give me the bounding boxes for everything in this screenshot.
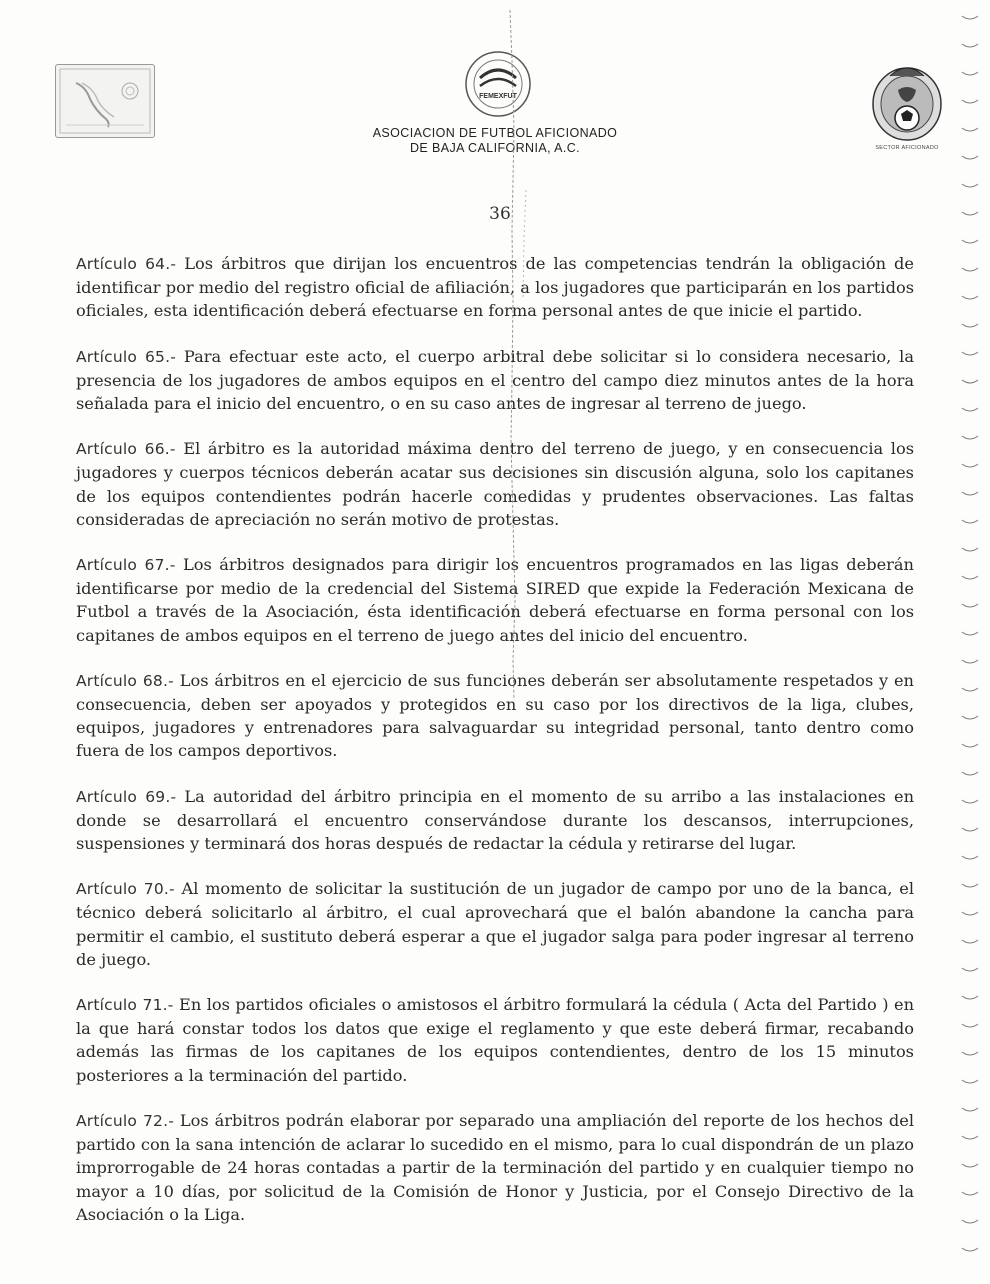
article-64 <box>76 252 914 323</box>
article-label: Artículo 64.- <box>76 255 177 273</box>
article-text: Al momento de solicitar la sustitución de un jugador de campo por uno de la banca, el técnico deberá solicitarlo al árbitro, el cual aprovechará que el balón abandone la cancha para permitir el cambio, el sustituto deberá esperar a que el jugador salga para poder ingresar al terreno de juego. <box>76 879 914 969</box>
article-label: Artículo 65.- <box>76 347 177 366</box>
fmf-logo <box>462 48 534 120</box>
article-69 <box>76 785 914 856</box>
article-67 <box>76 553 914 647</box>
crest-icon <box>868 56 946 144</box>
article-label: Artículo 67.- <box>76 556 176 575</box>
article-text: Los árbitros que dirijan los encuentros de las competencias tendrán la obligación de identificar por medio del registro oficial de afiliación, a los jugadores que participarán en los partidos oficiales, esta identificación deberá efectuarse en forma personal antes de que inicie el partido. <box>76 254 914 321</box>
article-label: Artículo 68.- <box>76 671 174 690</box>
article-65 <box>76 345 914 416</box>
article-text: Para efectuar este acto, el cuerpo arbitral debe solicitar si lo considera necesario, la presencia de los jugadores de ambos equipos en el centro del campo diez minutos antes de la hora señalada para el inicio del encuentro, o en su caso antes de ingresar al terreno de juego. <box>76 346 915 414</box>
article-text: Los árbitros designados para dirigir los encuentros programados en las ligas deberán identificarse por medio de la credencial del Sistema SIRED que expide la Federación Mexicana de Futbol a través de la Asociación, ésta identificación deberá efectuarse en forma personal con los capitanes de ambos equipos en el terreno de juego antes del inicio del encuentro. <box>76 555 914 645</box>
article-label: Artículo 70.- <box>76 880 175 899</box>
page-number: 36 <box>489 204 511 224</box>
crest-caption: SECTOR AFICIONADO <box>875 145 939 151</box>
article-label: Artículo 69.- <box>76 787 177 806</box>
binding-holes <box>950 0 990 1280</box>
article-72 <box>76 1109 914 1226</box>
article-text: La autoridad del árbitro principia en el momento de su arribo a las instalaciones en donde se desarrollará el encuentro conservándose durante los descansos, interrupciones, suspensiones y terminará dos horas después de redactar la cédula y retirarse del lugar. <box>76 786 915 854</box>
article-66 <box>76 437 914 531</box>
binding-marks-icon <box>950 0 990 1280</box>
article-71 <box>76 993 914 1087</box>
document-body <box>76 252 914 1248</box>
organization-name-line2: DE BAJA CALIFORNIA, A.C. <box>409 141 581 155</box>
article-label: Artículo 72.- <box>76 1111 174 1130</box>
organization-name-line1: ASOCIACION DE FUTBOL AFICIONADO <box>372 126 618 140</box>
article-text: En los partidos oficiales o amistosos el árbitro formulará la cédula ( Acta del Partido ) en la que hará constar todos los datos que exige el reglamento y que este deberá firmar, recabando además las firmas de los capitanes de los equipos contendientes, dentro de los 15 minutos posteriores a la terminación del partido. <box>76 995 914 1085</box>
article-label: Artículo 71.- <box>76 996 174 1015</box>
article-text: El árbitro es la autoridad máxima dentro del terreno de juego, y en consecuencia los jugadores y cuerpos técnicos deberán acatar sus decisiones sin discusión alguna, solo los capitanes de los equipos contendientes podrán hacerle comedidas y prudentes observaciones. Las faltas consideradas de apreciación no serán motivo de protestas. <box>76 439 914 529</box>
article-70 <box>76 877 914 971</box>
article-text: Los árbitros podrán elaborar por separado una ampliación del reporte de los hechos del partido con la sana intención de aclarar lo sucedido en el mismo, para lo cual dispondrán de un plazo improrrogable de 24 horas contadas a partir de la terminación del partido y en cualquier tiempo no mayor a 10 días, por solicitud de la Comisión de Honor y Justicia, por el Consejo Directivo de la Asociación o la Liga. <box>76 1110 914 1224</box>
article-label: Artículo 66.- <box>76 440 176 459</box>
fmf-emblem-icon <box>462 48 534 120</box>
article-68 <box>76 669 914 763</box>
article-text: Los árbitros en el ejercicio de sus funciones deberán ser absolutamente respetados y en consecuencia, deben ser apoyados y protegidos en su caso por los directivos de la liga, clubes, equipos, jugadores y entrenadores para salvaguardar su integridad personal, tanto dentro como fuera de los campos deportivos. <box>76 670 914 761</box>
svg-text:FEMEXFUT: FEMEXFUT <box>479 93 517 100</box>
mexico-crest <box>868 56 946 144</box>
